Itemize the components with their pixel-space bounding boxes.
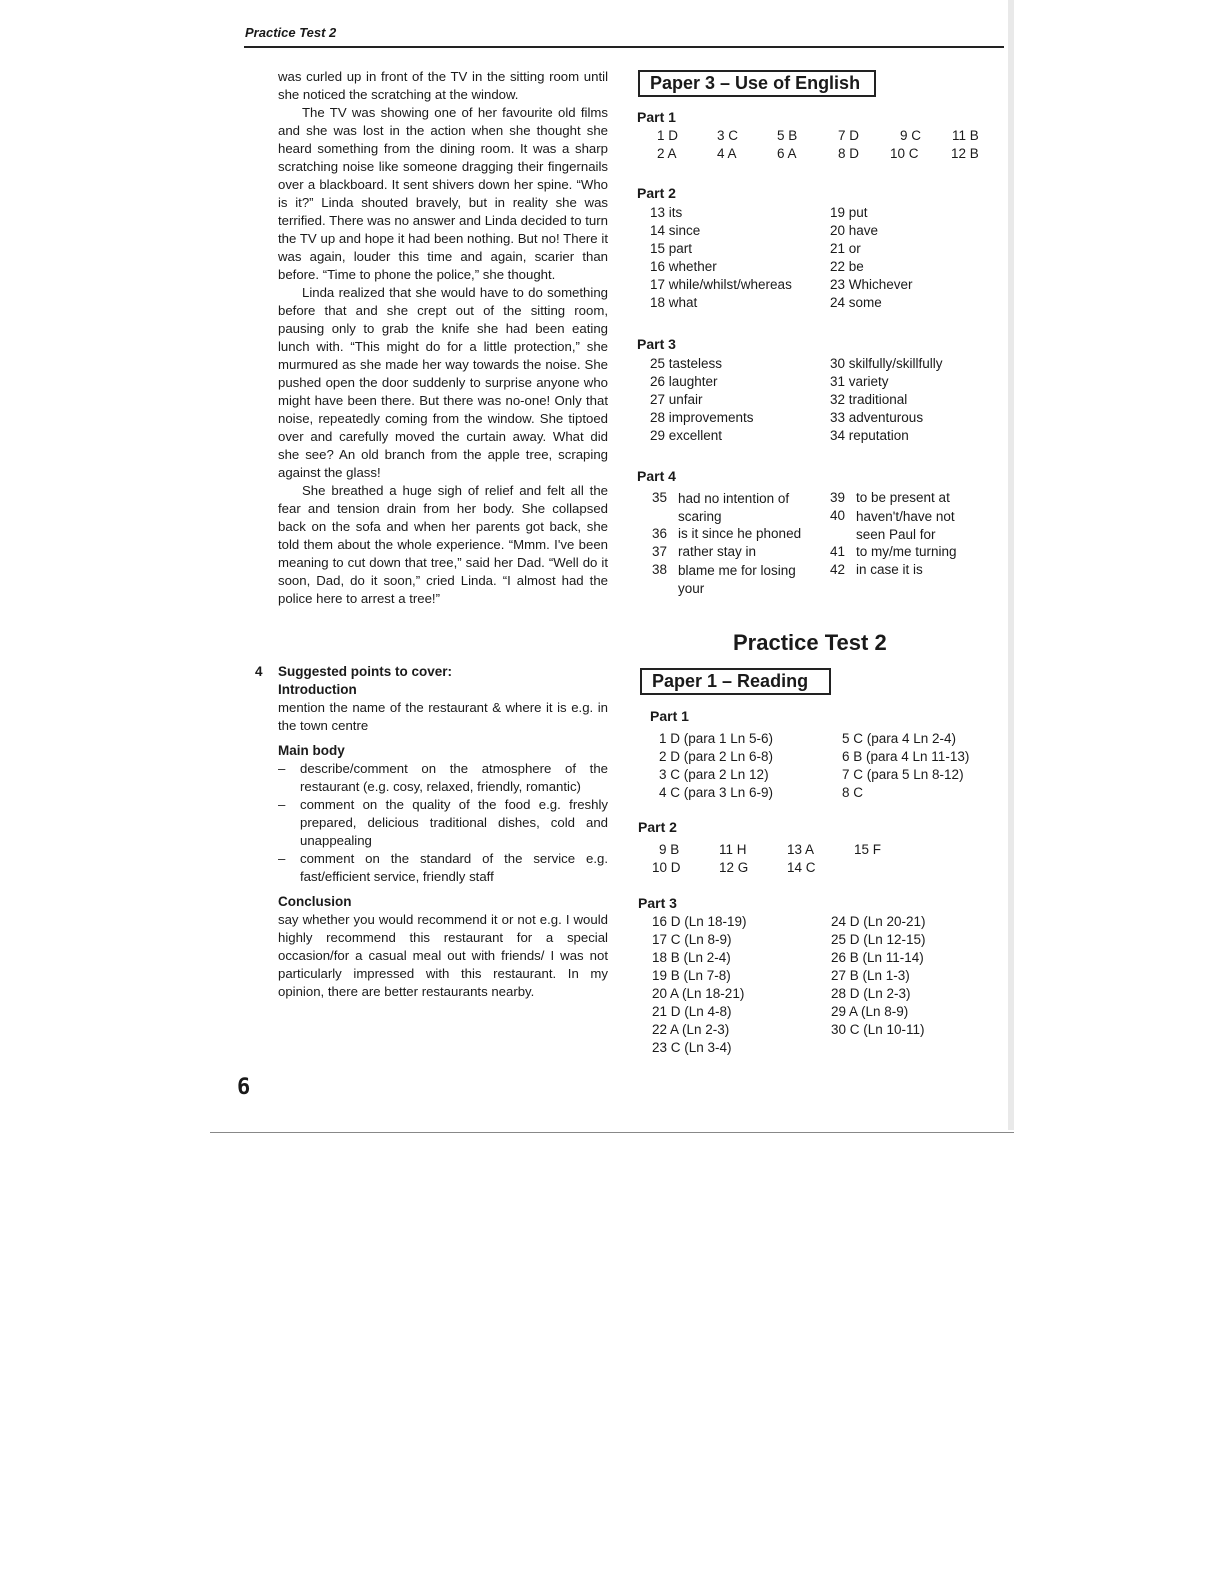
answer-text: is it since he phoned <box>678 526 802 541</box>
answer: 19 put <box>830 205 868 220</box>
answer: 1 D (para 1 Ln 5-6) <box>659 731 774 746</box>
answer: 2 D (para 2 Ln 6-8) <box>659 749 774 764</box>
answer: 7 C (para 5 Ln 8-12) <box>842 767 964 782</box>
answer: 16 whether <box>650 259 717 274</box>
answer: 28 D (Ln 2-3) <box>831 986 911 1001</box>
answer-text: haven't/have not seen Paul for <box>856 509 955 542</box>
task-number: 4 <box>255 664 263 679</box>
story-paragraph: Linda realized that she would have to do something before that and she crept out of the sitting room, pausing only to grab the knife she had been eating lunch with. “This might do for a little protection,” she murmured as she made her way towards the noise. She pushed open the door suddenly to surprise anyone who might have been there. But there was no-one! Only that noise, repeatedly coming from the window. She tiptoed over and carefully moved the curtain away. What did she see? An old branch from the apple tree, scraping against the glass! <box>278 285 608 480</box>
answer: 13 its <box>650 205 683 220</box>
story-paragraph: The TV was showing one of her favourite old films and she was lost in the action when she thought she heard something from the dining room. It was a sharp scratching noise like someone dragging their fingernails over a blackboard. It sent shivers down her spine. “Who is it?” Linda shouted bravely, but in reality she was terrified. There was no answer and Linda decided to turn the TV up and hope it had been nothing. But no! There it was again, louder this time and again, scarier than before. “Time to phone the police,” she thought. <box>278 105 608 282</box>
main-body-heading: Main body <box>278 743 345 758</box>
running-header: Practice Test 2 <box>245 25 337 40</box>
answer: 33 adventurous <box>830 410 924 425</box>
answer: 4 A <box>717 146 737 161</box>
bullet-dash: – <box>278 851 286 866</box>
answer: 22 A (Ln 2-3) <box>652 1022 730 1037</box>
bullet-item <box>278 850 608 886</box>
answer-number: 35 <box>652 490 668 505</box>
answer: 13 A <box>787 842 815 857</box>
bullet-text: describe/comment on the atmosphere of the restaurant (e.g. cosy, relaxed, friendly, romantic) <box>300 761 608 794</box>
paper1-part3-label: Part 3 <box>638 895 677 911</box>
answer-number: 40 <box>830 508 846 523</box>
answer: 16 D (Ln 18-19) <box>652 914 747 929</box>
answer: 26 laughter <box>650 374 718 389</box>
answer: 10 C <box>890 146 919 161</box>
answer: 29 excellent <box>650 428 723 443</box>
answer-text: to be present at <box>856 490 950 505</box>
answer: 17 C (Ln 8-9) <box>652 932 732 947</box>
answer: 8 C <box>842 785 864 800</box>
answer-text: rather stay in <box>678 544 757 559</box>
answer: 24 D (Ln 20-21) <box>831 914 926 929</box>
answer: 20 A (Ln 18-21) <box>652 986 745 1001</box>
answer: 3 C (para 2 Ln 12) <box>659 767 769 782</box>
answer-number: 38 <box>652 562 668 577</box>
answer: 1 D <box>657 128 679 143</box>
page-number: 6 <box>237 1075 251 1100</box>
answer: 7 D <box>838 128 860 143</box>
answer: 28 improvements <box>650 410 754 425</box>
answer-number: 42 <box>830 562 846 577</box>
answer: 18 B (Ln 2-4) <box>652 950 731 965</box>
answer-text: blame me for losing your <box>678 563 796 596</box>
answer: 20 have <box>830 223 879 238</box>
answer: 9 B <box>659 842 680 857</box>
answer: 27 B (Ln 1-3) <box>831 968 910 983</box>
answer: 6 B (para 4 Ln 11-13) <box>842 749 970 764</box>
answer: 2 A <box>657 146 677 161</box>
bullet-item <box>278 760 608 796</box>
answer: 26 B (Ln 11-14) <box>831 950 924 965</box>
page-edge-shadow <box>1008 0 1014 1130</box>
answer-text: in case it is <box>856 562 923 577</box>
answer: 25 tasteless <box>650 356 723 371</box>
answer: 23 C (Ln 3-4) <box>652 1040 732 1055</box>
bullet-dash: – <box>278 797 286 812</box>
introduction-text: mention the name of the restaurant & where it is e.g. in the town centre <box>278 700 608 733</box>
introduction-heading: Introduction <box>278 682 357 697</box>
answer: 4 C (para 3 Ln 6-9) <box>659 785 774 800</box>
answer: 12 G <box>719 860 749 875</box>
answer-text: had no intention of scaring <box>678 491 790 524</box>
answer: 22 be <box>830 259 864 274</box>
answer: 12 B <box>951 146 979 161</box>
answer: 5 C (para 4 Ln 2-4) <box>842 731 957 746</box>
answer: 15 F <box>854 842 882 857</box>
answer: 17 while/whilst/whereas <box>650 277 792 292</box>
answer: 32 traditional <box>830 392 908 407</box>
conclusion-section <box>278 893 608 1001</box>
paper3-part2-label: Part 2 <box>637 185 676 201</box>
answer: 27 unfair <box>650 392 703 407</box>
answer: 30 C (Ln 10-11) <box>831 1022 925 1037</box>
answer: 23 Whichever <box>830 277 913 292</box>
paper1-part1-label: Part 1 <box>650 708 689 724</box>
paper3-part3-label: Part 3 <box>637 336 676 352</box>
story-text <box>278 68 608 608</box>
answer: 10 D <box>652 860 681 875</box>
answer: 30 skilfully/skillfully <box>830 356 943 371</box>
conclusion-heading: Conclusion <box>278 894 352 909</box>
answer-number: 37 <box>652 544 668 559</box>
footer-rule <box>210 1132 1014 1133</box>
answer: 34 reputation <box>830 428 909 443</box>
answer-number: 36 <box>652 526 668 541</box>
answer: 5 B <box>777 128 798 143</box>
answer: 14 C <box>787 860 816 875</box>
paper3-title-box: Paper 3 – Use of English <box>638 70 876 97</box>
paper3-part1-label: Part 1 <box>637 109 676 125</box>
task-heading: Suggested points to cover: <box>278 664 453 679</box>
bullet-item <box>278 796 608 850</box>
answer: 31 variety <box>830 374 889 389</box>
bullet-text: comment on the standard of the service e.g. fast/efficient service, friendly staff <box>300 851 608 884</box>
answer: 14 since <box>650 223 701 238</box>
paper1-title-box: Paper 1 – Reading <box>640 668 831 695</box>
answer: 11 H <box>719 842 747 857</box>
introduction-section <box>278 681 608 735</box>
header-rule <box>244 46 1004 48</box>
answer: 25 D (Ln 12-15) <box>831 932 926 947</box>
conclusion-text: say whether you would recommend it or not e.g. I would highly recommend this restaurant for a special occasion/for a casual meal out with friends/ I was not particularly impressed with this restaurant. In my opinion, there are better restaurants nearby. <box>278 912 608 999</box>
story-paragraph: was curled up in front of the TV in the sitting room until she noticed the scratching at the window. <box>278 69 608 102</box>
answer-text: to my/me turning <box>856 544 957 559</box>
answer: 24 some <box>830 295 882 310</box>
bullet-dash: – <box>278 761 286 776</box>
answer: 6 A <box>777 146 797 161</box>
answer: 9 C <box>900 128 922 143</box>
bullet-text: comment on the quality of the food e.g. freshly prepared, delicious traditional dishes, cold and unappealing <box>300 797 608 848</box>
story-paragraph: She breathed a huge sigh of relief and felt all the fear and tension drain from her body. She collapsed back on the sofa and when her parents got back, she told them about the whole experience. “Mmm. I've been meaning to cut down that tree,” said her Dad. “Well do it soon, Dad, do it soon,” cried Linda. “I almost had the police here to arrest a tree!” <box>278 483 608 606</box>
answer: 21 D (Ln 4-8) <box>652 1004 732 1019</box>
answer: 21 or <box>830 241 861 256</box>
answer: 11 B <box>952 128 979 143</box>
answer: 19 B (Ln 7-8) <box>652 968 731 983</box>
answer: 15 part <box>650 241 693 256</box>
answer: 8 D <box>838 146 860 161</box>
answer-number: 39 <box>830 490 846 505</box>
answer: 18 what <box>650 295 698 310</box>
main-body-section <box>278 742 608 886</box>
answer: 3 C <box>717 128 739 143</box>
paper3-part4-label: Part 4 <box>637 468 676 484</box>
practice-test-title: Practice Test 2 <box>733 630 887 655</box>
answer: 29 A (Ln 8-9) <box>831 1004 909 1019</box>
paper1-part2-label: Part 2 <box>638 819 677 835</box>
answer-number: 41 <box>830 544 846 559</box>
